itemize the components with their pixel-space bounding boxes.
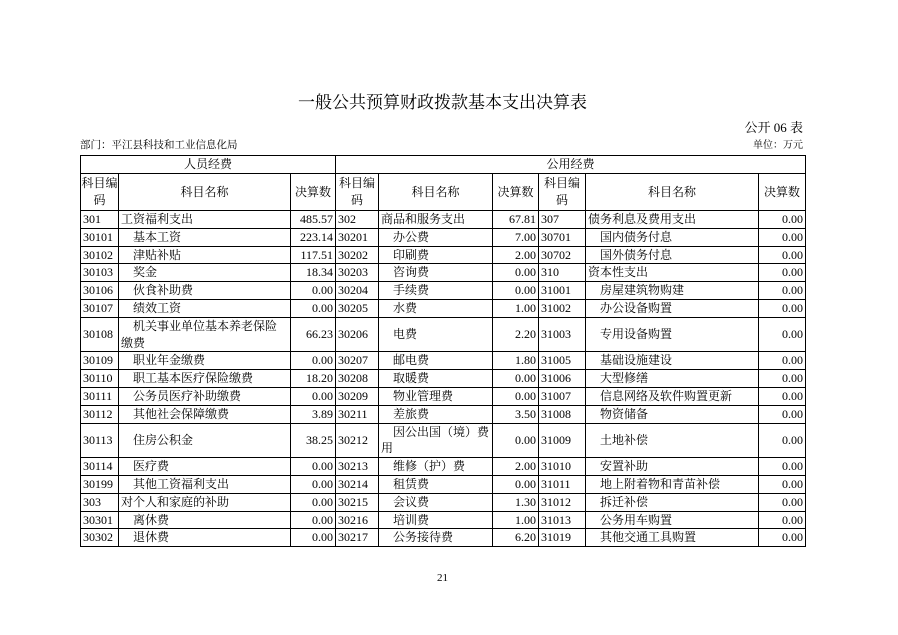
public-amount-cell: 2.20: [493, 317, 539, 352]
public-name-cell: 办公设备购置: [586, 299, 759, 317]
public-name-cell: 差旅费: [379, 405, 493, 423]
public-name-cell: 公务用车购置: [586, 511, 759, 529]
table-row: [81, 529, 806, 547]
public-amount-cell: 3.50: [493, 405, 539, 423]
public-name-cell: 邮电费: [379, 352, 493, 370]
personnel-name-cell: 离休费: [119, 511, 291, 529]
personnel-code-cell: 30301: [81, 511, 119, 529]
personnel-amount-cell: 3.89: [291, 405, 336, 423]
public-amount-cell: 1.00: [493, 299, 539, 317]
group-header-row: [81, 156, 806, 174]
public-code-cell: 30211: [336, 405, 379, 423]
personnel-name-cell: 职工基本医疗保险缴费: [119, 370, 291, 388]
personnel-code-cell: 30111: [81, 387, 119, 405]
public-name-cell: 租赁费: [379, 475, 493, 493]
personnel-amount-cell: 18.20: [291, 370, 336, 388]
public-code-cell: 30204: [336, 282, 379, 300]
public-name-cell: 基础设施建设: [586, 352, 759, 370]
personnel-amount-cell: 18.34: [291, 264, 336, 282]
page-title: 一般公共预算财政拨款基本支出决算表: [298, 93, 587, 112]
personnel-code-cell: 30112: [81, 405, 119, 423]
public-amount-cell: 0.00: [493, 264, 539, 282]
table-row: [81, 475, 806, 493]
public-amount-cell: 67.81: [493, 211, 539, 229]
public-name-cell: 办公费: [379, 228, 493, 246]
public-amount-cell: 0.00: [759, 423, 806, 458]
column-header-row: [81, 174, 806, 211]
public-name-cell: 维修（护）费: [379, 458, 493, 476]
public-code-cell: 30214: [336, 475, 379, 493]
public-code-cell: 30201: [336, 228, 379, 246]
public-name-cell: 因公出国（境）费用: [379, 423, 493, 458]
public-name-cell: 信息网络及软件购置更新: [586, 387, 759, 405]
department-label: 部门：平江县科技和工业信息化局: [80, 140, 238, 151]
public-name-cell: 培训费: [379, 511, 493, 529]
personnel-amount-cell: 0.00: [291, 493, 336, 511]
public-amount-cell: 0.00: [493, 370, 539, 388]
table-row: [81, 423, 806, 458]
personnel-name-cell: 医疗费: [119, 458, 291, 476]
public-amount-header-a: 决算数: [493, 174, 539, 211]
public-amount-cell: 0.00: [759, 493, 806, 511]
public-name-cell: 地上附着物和青苗补偿: [586, 475, 759, 493]
public-code-cell: 30202: [336, 246, 379, 264]
personnel-code-cell: 30109: [81, 352, 119, 370]
public-code-cell: 31005: [539, 352, 586, 370]
public-name-cell: 电费: [379, 317, 493, 352]
public-amount-cell: 0.00: [759, 352, 806, 370]
public-code-cell: 31011: [539, 475, 586, 493]
public-amount-cell: 0.00: [759, 458, 806, 476]
public-name-cell: 国内债务付息: [586, 228, 759, 246]
personnel-code-cell: 30107: [81, 299, 119, 317]
personnel-amount-cell: 0.00: [291, 387, 336, 405]
personnel-code-cell: 30106: [81, 282, 119, 300]
public-amount-header-b: 决算数: [759, 174, 806, 211]
table-row: [81, 387, 806, 405]
personnel-amount-cell: 0.00: [291, 529, 336, 547]
public-name-cell: 大型修缮: [586, 370, 759, 388]
public-code-cell: 31019: [539, 529, 586, 547]
public-code-cell: 30702: [539, 246, 586, 264]
public-name-cell: 咨询费: [379, 264, 493, 282]
personnel-amount-cell: 0.00: [291, 475, 336, 493]
public-code-cell: 307: [539, 211, 586, 229]
public-amount-cell: 0.00: [493, 282, 539, 300]
public-name-header-b: 科目名称: [586, 174, 759, 211]
budget-table: [80, 155, 806, 547]
personnel-code-cell: 30108: [81, 317, 119, 352]
personnel-amount-cell: 0.00: [291, 352, 336, 370]
public-group-header: 公用经费: [336, 156, 806, 174]
public-amount-cell: 0.00: [759, 317, 806, 352]
personnel-code-header: 科目编码: [81, 174, 119, 211]
public-amount-cell: 0.00: [759, 246, 806, 264]
personnel-code-cell: 30101: [81, 228, 119, 246]
public-code-cell: 30205: [336, 299, 379, 317]
public-amount-cell: 0.00: [759, 211, 806, 229]
public-name-cell: 取暖费: [379, 370, 493, 388]
public-name-cell: 房屋建筑物购建: [586, 282, 759, 300]
public-amount-cell: 1.30: [493, 493, 539, 511]
public-name-cell: 国外债务付息: [586, 246, 759, 264]
public-name-cell: 物资储备: [586, 405, 759, 423]
public-code-cell: 31008: [539, 405, 586, 423]
table-row: [81, 246, 806, 264]
table-row: [81, 211, 806, 229]
public-code-cell: 30701: [539, 228, 586, 246]
personnel-name-cell: 津贴补贴: [119, 246, 291, 264]
public-amount-cell: 2.00: [493, 246, 539, 264]
public-amount-cell: 7.00: [493, 228, 539, 246]
public-code-cell: 31006: [539, 370, 586, 388]
personnel-name-cell: 退休费: [119, 529, 291, 547]
personnel-code-cell: 303: [81, 493, 119, 511]
table-row: [81, 405, 806, 423]
public-amount-cell: 0.00: [759, 282, 806, 300]
public-name-cell: 手续费: [379, 282, 493, 300]
public-code-cell: 310: [539, 264, 586, 282]
public-amount-cell: 0.00: [759, 529, 806, 547]
public-name-cell: 土地补偿: [586, 423, 759, 458]
public-name-cell: 物业管理费: [379, 387, 493, 405]
personnel-code-cell: 30199: [81, 475, 119, 493]
public-amount-cell: 1.00: [493, 511, 539, 529]
public-amount-cell: 0.00: [759, 511, 806, 529]
public-name-cell: 资本性支出: [586, 264, 759, 282]
public-code-cell: 30209: [336, 387, 379, 405]
personnel-code-cell: 30114: [81, 458, 119, 476]
public-amount-cell: 0.00: [493, 387, 539, 405]
public-code-cell: 31010: [539, 458, 586, 476]
personnel-name-header: 科目名称: [119, 174, 291, 211]
public-code-cell: 31013: [539, 511, 586, 529]
public-name-cell: 会议费: [379, 493, 493, 511]
public-name-cell: 商品和服务支出: [379, 211, 493, 229]
personnel-name-cell: 其他工资福利支出: [119, 475, 291, 493]
personnel-amount-header: 决算数: [291, 174, 336, 211]
personnel-amount-cell: 0.00: [291, 282, 336, 300]
public-amount-cell: 0.00: [759, 299, 806, 317]
public-name-cell: 印刷费: [379, 246, 493, 264]
public-name-cell: 公务接待费: [379, 529, 493, 547]
public-code-cell: 30203: [336, 264, 379, 282]
public-amount-cell: 0.00: [493, 423, 539, 458]
personnel-name-cell: 对个人和家庭的补助: [119, 493, 291, 511]
public-amount-cell: 2.00: [493, 458, 539, 476]
personnel-amount-cell: 0.00: [291, 299, 336, 317]
personnel-name-cell: 工资福利支出: [119, 211, 291, 229]
table-row: [81, 352, 806, 370]
unit-label: 单位：万元: [753, 140, 803, 151]
public-name-header-a: 科目名称: [379, 174, 493, 211]
personnel-name-cell: 机关事业单位基本养老保险缴费: [119, 317, 291, 352]
public-code-cell: 30206: [336, 317, 379, 352]
public-name-cell: 拆迁补偿: [586, 493, 759, 511]
public-amount-cell: 0.00: [759, 405, 806, 423]
personnel-amount-cell: 485.57: [291, 211, 336, 229]
table-row: [81, 511, 806, 529]
personnel-name-cell: 住房公积金: [119, 423, 291, 458]
personnel-name-cell: 绩效工资: [119, 299, 291, 317]
public-amount-cell: 1.80: [493, 352, 539, 370]
public-code-cell: 30208: [336, 370, 379, 388]
public-amount-cell: 0.00: [759, 370, 806, 388]
personnel-code-cell: 301: [81, 211, 119, 229]
personnel-name-cell: 伙食补助费: [119, 282, 291, 300]
public-code-cell: 302: [336, 211, 379, 229]
personnel-group-header: 人员经费: [81, 156, 336, 174]
public-code-cell: 31012: [539, 493, 586, 511]
public-amount-cell: 0.00: [759, 387, 806, 405]
table-row: [81, 493, 806, 511]
table-row: [81, 299, 806, 317]
form-number: 公开 06 表: [744, 120, 803, 135]
personnel-code-cell: 30113: [81, 423, 119, 458]
public-code-header-a: 科目编码: [336, 174, 379, 211]
personnel-amount-cell: 0.00: [291, 458, 336, 476]
public-name-cell: 债务利息及费用支出: [586, 211, 759, 229]
page-number: 21: [437, 572, 448, 584]
personnel-amount-cell: 38.25: [291, 423, 336, 458]
personnel-name-cell: 职业年金缴费: [119, 352, 291, 370]
public-code-cell: 31002: [539, 299, 586, 317]
public-code-cell: 30213: [336, 458, 379, 476]
public-code-cell: 30216: [336, 511, 379, 529]
personnel-name-cell: 奖金: [119, 264, 291, 282]
personnel-code-cell: 30103: [81, 264, 119, 282]
personnel-code-cell: 30302: [81, 529, 119, 547]
public-amount-cell: 6.20: [493, 529, 539, 547]
public-amount-cell: 0.00: [759, 475, 806, 493]
personnel-name-cell: 基本工资: [119, 228, 291, 246]
public-code-cell: 31003: [539, 317, 586, 352]
public-name-cell: 安置补助: [586, 458, 759, 476]
table-row: [81, 458, 806, 476]
public-code-cell: 31001: [539, 282, 586, 300]
public-code-cell: 30212: [336, 423, 379, 458]
table-row: [81, 264, 806, 282]
personnel-name-cell: 公务员医疗补助缴费: [119, 387, 291, 405]
public-code-cell: 31009: [539, 423, 586, 458]
public-name-cell: 专用设备购置: [586, 317, 759, 352]
table-row: [81, 282, 806, 300]
public-name-cell: 其他交通工具购置: [586, 529, 759, 547]
personnel-amount-cell: 117.51: [291, 246, 336, 264]
table-row: [81, 370, 806, 388]
table-body: [81, 211, 806, 547]
public-amount-cell: 0.00: [493, 475, 539, 493]
personnel-amount-cell: 223.14: [291, 228, 336, 246]
public-amount-cell: 0.00: [759, 228, 806, 246]
public-code-cell: 30207: [336, 352, 379, 370]
personnel-code-cell: 30102: [81, 246, 119, 264]
table-row: [81, 317, 806, 352]
public-amount-cell: 0.00: [759, 264, 806, 282]
public-name-cell: 水费: [379, 299, 493, 317]
public-code-cell: 30215: [336, 493, 379, 511]
personnel-amount-cell: 0.00: [291, 511, 336, 529]
public-code-cell: 30217: [336, 529, 379, 547]
public-code-header-b: 科目编码: [539, 174, 586, 211]
personnel-code-cell: 30110: [81, 370, 119, 388]
table-row: [81, 228, 806, 246]
public-code-cell: 31007: [539, 387, 586, 405]
personnel-amount-cell: 66.23: [291, 317, 336, 352]
personnel-name-cell: 其他社会保障缴费: [119, 405, 291, 423]
